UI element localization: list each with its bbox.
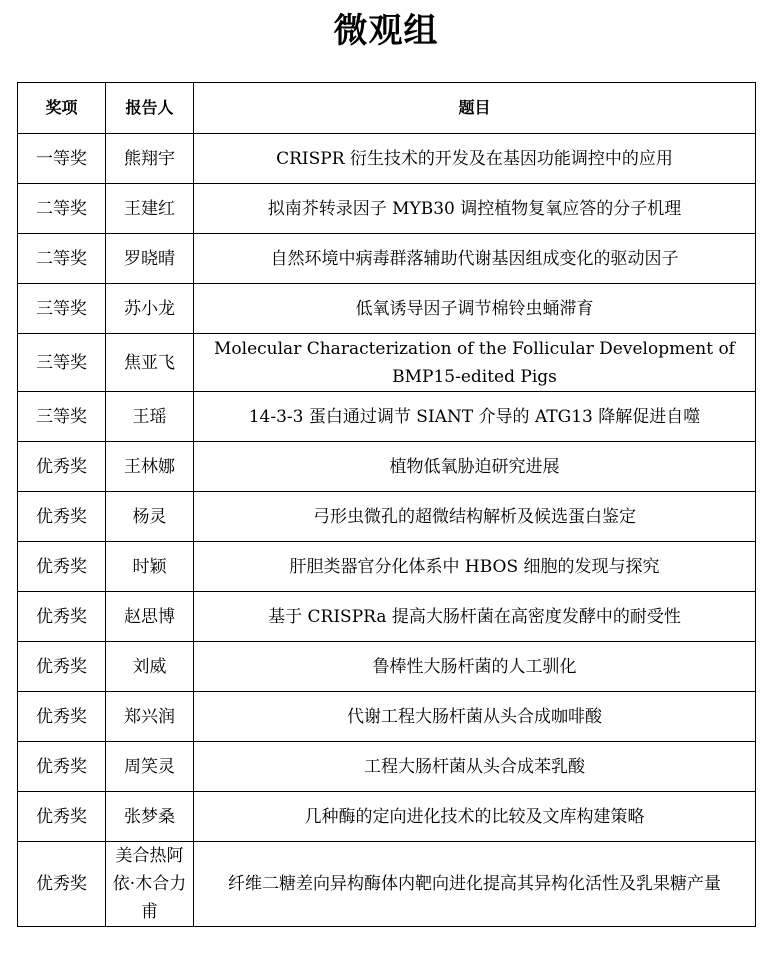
- table-row: [18, 842, 756, 927]
- speaker-cell: 王瑶: [106, 392, 194, 442]
- award-cell: 一等奖: [18, 134, 106, 184]
- table-row: [18, 334, 756, 392]
- topic-cell: 肝胆类器官分化体系中 HBOS 细胞的发现与探究: [194, 542, 756, 592]
- table-row: [18, 284, 756, 334]
- award-cell: 二等奖: [18, 234, 106, 284]
- speaker-cell: 杨灵: [106, 492, 194, 542]
- award-cell: 优秀奖: [18, 742, 106, 792]
- table-row: [18, 792, 756, 842]
- topic-cell: 几种酶的定向进化技术的比较及文库构建策略: [194, 792, 756, 842]
- topic-cell: 14-3-3 蛋白通过调节 SIANT 介导的 ATG13 降解促进自噬: [194, 392, 756, 442]
- table-row: [18, 692, 756, 742]
- table-row: [18, 184, 756, 234]
- table-row: [18, 442, 756, 492]
- table-row: [18, 392, 756, 442]
- topic-cell: CRISPR 衍生技术的开发及在基因功能调控中的应用: [194, 134, 756, 184]
- award-cell: 优秀奖: [18, 642, 106, 692]
- award-cell: 优秀奖: [18, 542, 106, 592]
- topic-cell: 代谢工程大肠杆菌从头合成咖啡酸: [194, 692, 756, 742]
- speaker-cell: 时颖: [106, 542, 194, 592]
- award-cell: 优秀奖: [18, 842, 106, 927]
- award-cell: 优秀奖: [18, 692, 106, 742]
- column-header-topic: 题目: [194, 83, 756, 134]
- award-cell: 三等奖: [18, 392, 106, 442]
- topic-cell: 拟南芥转录因子 MYB30 调控植物复氧应答的分子机理: [194, 184, 756, 234]
- speaker-cell: 焦亚飞: [106, 334, 194, 392]
- topic-cell: 纤维二糖差向异构酶体内靶向进化提高其异构化活性及乳果糖产量: [194, 842, 756, 927]
- award-cell: 二等奖: [18, 184, 106, 234]
- table-row: [18, 134, 756, 184]
- table-row: [18, 542, 756, 592]
- topic-cell: 植物低氧胁迫研究进展: [194, 442, 756, 492]
- speaker-cell: 美合热阿依·木合力甫: [106, 842, 194, 927]
- column-header-award: 奖项: [18, 83, 106, 134]
- topic-cell: 鲁棒性大肠杆菌的人工驯化: [194, 642, 756, 692]
- table-row: [18, 234, 756, 284]
- topic-cell: 弓形虫微孔的超微结构解析及候选蛋白鉴定: [194, 492, 756, 542]
- table-row: [18, 492, 756, 542]
- page-title: 微观组: [333, 11, 439, 51]
- speaker-cell: 张梦桑: [106, 792, 194, 842]
- topic-cell: 自然环境中病毒群落辅助代谢基因组成变化的驱动因子: [194, 234, 756, 284]
- speaker-cell: 赵思博: [106, 592, 194, 642]
- speaker-cell: 周笑灵: [106, 742, 194, 792]
- topic-cell: 工程大肠杆菌从头合成苯乳酸: [194, 742, 756, 792]
- topic-cell: 低氧诱导因子调节棉铃虫蛹滞育: [194, 284, 756, 334]
- table-header-row: [18, 83, 756, 134]
- award-cell: 优秀奖: [18, 792, 106, 842]
- speaker-cell: 王林娜: [106, 442, 194, 492]
- awards-table: [17, 82, 756, 927]
- speaker-cell: 王建红: [106, 184, 194, 234]
- award-cell: 三等奖: [18, 284, 106, 334]
- speaker-cell: 罗晓晴: [106, 234, 194, 284]
- award-cell: 优秀奖: [18, 592, 106, 642]
- topic-cell: Molecular Characterization of the Follicular Development of BMP15-edited Pigs: [194, 334, 756, 392]
- column-header-speaker: 报告人: [106, 83, 194, 134]
- topic-cell: 基于 CRISPRa 提高大肠杆菌在高密度发酵中的耐受性: [194, 592, 756, 642]
- table-row: [18, 592, 756, 642]
- speaker-cell: 刘威: [106, 642, 194, 692]
- award-cell: 三等奖: [18, 334, 106, 392]
- table-row: [18, 742, 756, 792]
- speaker-cell: 苏小龙: [106, 284, 194, 334]
- speaker-cell: 郑兴润: [106, 692, 194, 742]
- speaker-cell: 熊翔宇: [106, 134, 194, 184]
- table-row: [18, 642, 756, 692]
- award-cell: 优秀奖: [18, 442, 106, 492]
- award-cell: 优秀奖: [18, 492, 106, 542]
